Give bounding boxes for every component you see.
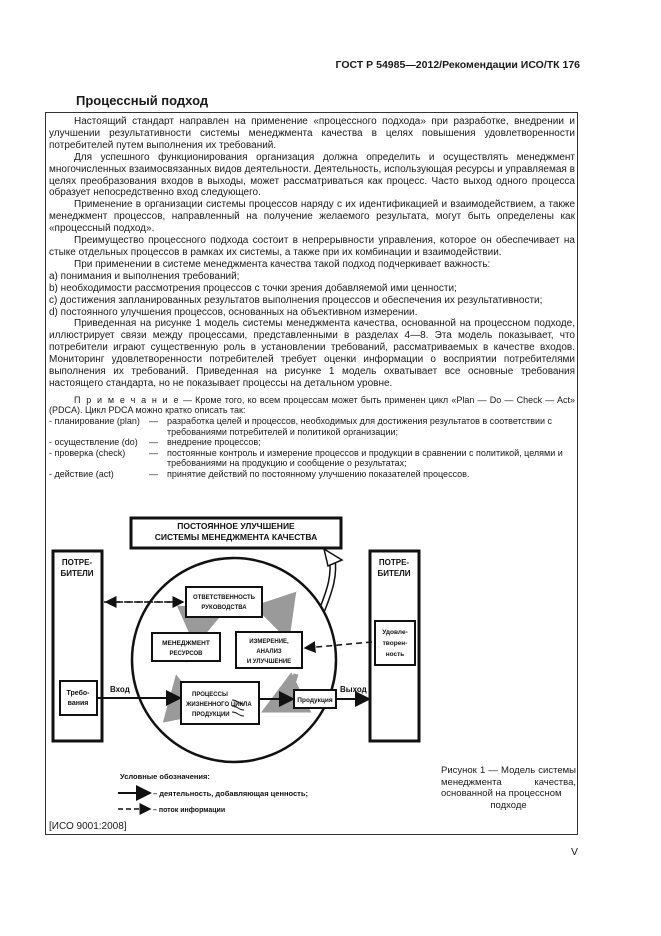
product-realization-label-1: ПРОЦЕССЫ bbox=[192, 692, 228, 698]
page-number: V bbox=[571, 846, 579, 858]
satisfaction-label-2: творен- bbox=[382, 640, 408, 647]
customers-right-label-1: ПОТРЕ- bbox=[378, 558, 410, 567]
cycle-key: - проверка (check) bbox=[49, 447, 126, 458]
list-item: a) понимания и выполнения требований; bbox=[49, 270, 240, 282]
requirements-label-1: Требо- bbox=[66, 690, 90, 697]
paragraph: При применении в системе менеджмента качества такой подход подчеркивает важность: bbox=[74, 258, 491, 270]
legend-value-label: – деятельность, добавляющая ценность; bbox=[153, 789, 308, 798]
paragraph: Для успешного функционирования организация должна определить и осуществлять менеджмент многочисленных взаимосвязанных видов деятельности. Деятельность, использующая ресурсы и управляемая в целях преобразования входов в выходы, может рассматриваться как процесс. Часто выход одного процесса образует непосредственно вход следующего. bbox=[49, 151, 575, 199]
management-responsibility-label-1: ОТВЕТСТВЕННОСТЬ bbox=[192, 595, 256, 601]
product-realization-label-3: ПРОДУКЦИИ bbox=[192, 712, 230, 718]
ci-label-1: ПОСТОЯННОЕ УЛУЧШЕНИЕ bbox=[177, 521, 295, 531]
cycle-value: принятие действий по постоянному улучшению показателей процессов. bbox=[167, 469, 470, 479]
resource-management-label-1: МЕНЕДЖМЕНТ bbox=[162, 640, 210, 647]
note-text: — Кроме того, ко всем процессам может быть применен цикл «Plan — Do — Check — Act» (PDCA). Цикл PDCA можно кратко описать так: bbox=[49, 394, 575, 416]
cycle-key: - осуществление (do) bbox=[49, 437, 138, 448]
improvement-arrow-head bbox=[324, 549, 342, 566]
legend-title: Условные обозначения: bbox=[120, 772, 210, 781]
customers-right-label-2: БИТЕЛИ bbox=[377, 569, 411, 578]
cycle-key: - действие (act) bbox=[49, 469, 114, 479]
legend-info-label: – поток информации bbox=[153, 807, 226, 814]
product-label: Продукция bbox=[297, 697, 333, 704]
cycle-dash: — bbox=[149, 469, 158, 479]
figure-caption-last: подходе bbox=[490, 799, 527, 811]
satisfaction-label-1: Удовле- bbox=[382, 629, 408, 636]
cycle-key: - планирование (plan) bbox=[49, 416, 140, 427]
ci-label-2: СИСТЕМЫ МЕНЕДЖМЕНТА КАЧЕСТВА bbox=[154, 532, 318, 542]
measurement-analysis-label-1: ИЗМЕРЕНИЕ, bbox=[249, 639, 289, 645]
cycle-value: разработка целей и процессов, необходимых для достижения результатов в соответствии с требованиями потребителей и политикой организации; bbox=[167, 416, 553, 437]
satisfaction-label-3: ность bbox=[385, 651, 405, 658]
requirements-box bbox=[60, 681, 97, 715]
figure-caption-text: Рисунок 1 — Модель системы менеджмента качества, основанной на процессном bbox=[441, 765, 576, 799]
paragraph: Настоящий стандарт направлен на применение «процессного подхода» при разработке, внедрении и улучшении результативности системы менеджмента качества в целях повышения удовлетворенности потребителей путем выполнения их требований. bbox=[49, 116, 575, 151]
management-responsibility-label-2: РУКОВОДСТВА bbox=[201, 605, 247, 611]
input-label: Вход bbox=[110, 685, 130, 694]
list-item: b) необходимости рассмотрения процессов с точки зрения добавляемой ими ценности; bbox=[49, 282, 457, 294]
measurement-analysis-label-2: АНАЛИЗ bbox=[256, 649, 282, 655]
figure-caption bbox=[441, 765, 576, 811]
cycle-dash: — bbox=[149, 416, 158, 427]
cycle-dash: — bbox=[149, 447, 158, 458]
customers-left-label-2: БИТЕЛИ bbox=[60, 569, 94, 578]
customers-left-label-1: ПОТРЕ- bbox=[61, 558, 93, 567]
paragraph: Применение в организации системы процессов наряду с их идентификацией и взаимодействием, а также менеджмент процессов, направленный на получение желаемого результата, могут быть определены как «процессный подход». bbox=[49, 199, 575, 235]
note-label: П р и м е ч а н и е bbox=[74, 394, 180, 405]
paragraph: Приведенная на рисунке 1 модель системы менеджмента качества, основанной на процессном подходе, иллюстрирует связи между процессами, представленными в разделах 4—8. Эта модель показывает, что потребители играют существенную роль в установлении требований, рассматриваемых в качестве входов. Мониторинг удовлетворенности потребителей требует оценки информации о восприятии потребителями выполнения их требований. Приведенная на рисунке 1 модель охватывает все основные требования настоящего стандарта, но не показывает процессы на детальном уровне. bbox=[49, 318, 575, 389]
management-responsibility-box bbox=[186, 587, 262, 617]
output-label: Выход bbox=[340, 685, 367, 694]
requirements-label-2: вания bbox=[67, 700, 89, 707]
paragraph: Преимущество процессного подхода состоит в непрерывности управления, которое он обеспечивает на стыке отдельных процессов в рамках их системы, а также при их комбинации и взаимодействии. bbox=[49, 235, 575, 258]
cycle-value: постоянные контроль и измерение процессов и продукции в сравнении с политикой, целями и требованиями на продукцию и сообщение о результатах; bbox=[167, 447, 563, 469]
running-header: ГОСТ Р 54985—2012/Рекомендации ИСО/ТК 176 bbox=[335, 59, 580, 71]
list-item: d) постоянного улучшения процессов, основанных на объективном измерении. bbox=[49, 306, 418, 318]
section-title: Процессный подход bbox=[76, 93, 209, 108]
measurement-analysis-label-3: И УЛУЧШЕНИЕ bbox=[246, 659, 292, 665]
cycle-value: внедрение процессов; bbox=[167, 437, 261, 448]
product-realization-label-2: ЖИЗНЕННОГО ЦИКЛА bbox=[186, 702, 252, 708]
resource-management-label-2: РЕСУРСОВ bbox=[169, 651, 203, 657]
cycle-dash: — bbox=[149, 437, 158, 448]
source-reference: [ИСО 9001:2008] bbox=[49, 821, 127, 832]
list-item: c) достижения запланированных результатов выполнения процессов и обеспечения их результативности; bbox=[49, 294, 543, 306]
